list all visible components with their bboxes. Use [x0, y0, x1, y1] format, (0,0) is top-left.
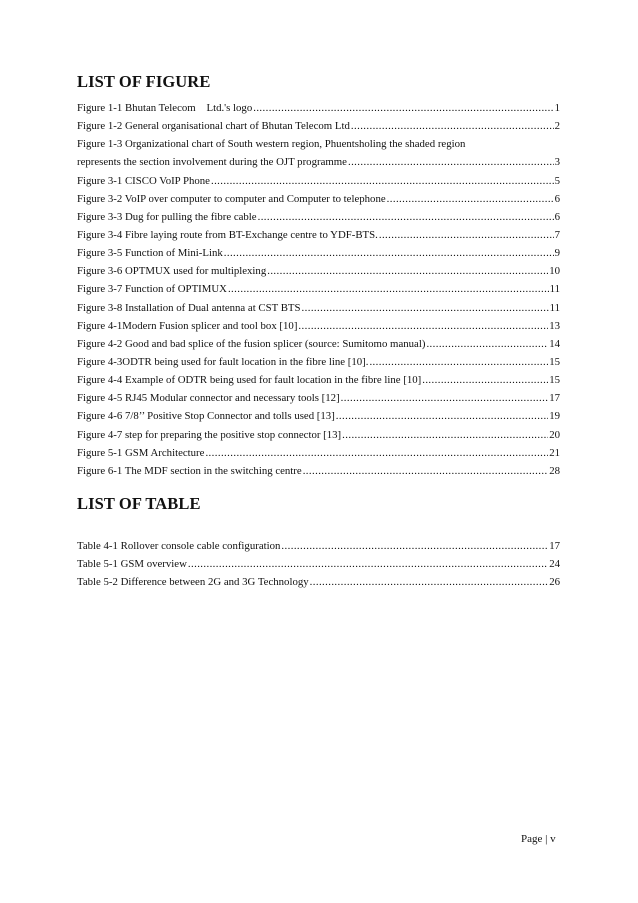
figure-entry-page: 10 — [549, 265, 560, 278]
table-entry[interactable] — [77, 555, 560, 573]
figure-entry[interactable] — [77, 135, 560, 171]
figure-entry-title-line1: Figure 1-3 Organizational chart of South western region, Phuentsholing the shaded region — [77, 138, 466, 151]
figure-entry-page: 9 — [554, 247, 560, 260]
figure-entry-page: 11 — [549, 283, 560, 296]
figure-entry-page: 13 — [549, 319, 560, 332]
figure-entry-title-line2: represents the section involvement during the OJT programme — [77, 156, 347, 169]
dot-leader — [422, 371, 548, 389]
figure-entry-title: Figure 4-4 Example of ODTR being used for fault location in the fibre line [10] — [77, 374, 422, 387]
figure-entry-page: 15 — [549, 374, 560, 387]
table-list — [77, 537, 560, 591]
figure-entry[interactable] — [77, 226, 560, 244]
figure-entry-title: Figure 5-1 GSM Architecture — [77, 446, 205, 459]
figure-entry[interactable] — [77, 99, 560, 117]
dot-leader — [379, 226, 554, 244]
list-of-figure-heading: LIST OF FIGURE — [77, 72, 211, 91]
figure-entry[interactable] — [77, 190, 560, 208]
figure-entry[interactable] — [77, 244, 560, 262]
figure-entry-title: Figure 1-1 Bhutan Telecom Ltd.'s logo — [77, 102, 253, 114]
dot-leader — [211, 172, 554, 190]
table-entry-title: Table 5-1 GSM overview — [77, 558, 187, 571]
figure-entry[interactable] — [77, 117, 560, 135]
figure-entry[interactable] — [77, 444, 560, 462]
dot-leader — [281, 537, 548, 555]
figure-entry-title: Figure 1-2 General organisational chart of Bhutan Telecom Ltd — [77, 120, 350, 133]
table-entry-page: 17 — [549, 540, 560, 552]
figure-entry-page: 20 — [549, 428, 560, 441]
dot-leader — [426, 335, 548, 353]
figure-entry[interactable] — [77, 353, 560, 371]
dot-leader — [351, 117, 554, 135]
figure-entry-page: 15 — [549, 355, 560, 368]
figure-entry-page: 21 — [549, 446, 560, 459]
figure-entry-page: 14 — [549, 337, 560, 350]
figure-entry[interactable] — [77, 371, 560, 389]
dot-leader — [369, 353, 548, 371]
figure-entry-page: 3 — [554, 156, 560, 169]
dot-leader — [228, 280, 549, 298]
figure-entry-title: Figure 3-3 Dug for pulling the fibre cable — [77, 210, 257, 223]
table-entry-page: 24 — [549, 558, 560, 571]
dot-leader — [224, 244, 554, 262]
figure-entry-page: 19 — [549, 410, 560, 423]
dot-leader — [258, 208, 554, 226]
figure-entry[interactable] — [77, 317, 560, 335]
figure-entry-title: Figure 4-5 RJ45 Modular connector and necessary tools [12] — [77, 392, 340, 405]
figure-entry-page: 5 — [554, 174, 560, 187]
dot-leader — [298, 317, 548, 335]
dot-leader — [303, 462, 549, 480]
figure-entry-page: 6 — [554, 210, 560, 223]
figure-entry-title: Figure 4-1Modern Fusion splicer and tool box [10] — [77, 319, 298, 332]
figure-entry-title: Figure 3-5 Function of Mini-Link — [77, 247, 223, 260]
table-entry-page: 26 — [549, 576, 560, 589]
figure-entry-title: Figure 4-3ODTR being used for fault location in the fibre line [10]. — [77, 355, 369, 368]
figure-entry-page: 17 — [549, 392, 560, 405]
dot-leader — [341, 389, 549, 407]
figure-entry-title: Figure 3-4 Fibre laying route from BT-Exchange centre to YDF-BTS. — [77, 228, 378, 241]
table-entry-title: Table 4-1 Rollover console cable configuration — [77, 540, 281, 552]
figure-entry-title: Figure 4-6 7/8’’ Positive Stop Connector and tolls used [13] — [77, 410, 335, 423]
dot-leader — [348, 153, 554, 171]
figure-entry-title: Figure 4-2 Good and bad splice of the fusion splicer (source: Sumitomo manual) — [77, 337, 426, 350]
figure-entry-title: Figure 6-1 The MDF section in the switching centre — [77, 464, 302, 477]
figure-entry-title: Figure 3-6 OPTMUX used for multiplexing — [77, 265, 267, 278]
dot-leader — [310, 573, 549, 591]
dot-leader — [188, 555, 548, 573]
table-entry-title: Table 5-2 Difference between 2G and 3G Technology — [77, 576, 309, 589]
figure-entry-title: Figure 4-7 step for preparing the positive stop connector [13] — [77, 428, 342, 441]
table-entry[interactable] — [77, 537, 560, 555]
figure-entry[interactable] — [77, 407, 560, 425]
dot-leader — [253, 99, 553, 117]
figure-entry-title: Figure 3-2 VoIP over computer to computer and Computer to telephone — [77, 192, 386, 205]
dot-leader — [342, 426, 548, 444]
dot-leader — [336, 407, 548, 425]
figure-entry[interactable] — [77, 389, 560, 407]
figure-entry[interactable] — [77, 262, 560, 280]
list-of-table-heading: LIST OF TABLE — [77, 494, 201, 513]
figure-entry[interactable] — [77, 280, 560, 298]
figure-entry-title: Figure 3-8 Installation of Dual antenna at CST BTS — [77, 301, 301, 314]
figure-entry[interactable] — [77, 208, 560, 226]
figure-entry[interactable] — [77, 335, 560, 353]
figure-entry[interactable] — [77, 299, 560, 317]
figure-entry[interactable] — [77, 462, 560, 480]
figure-entry-page: 2 — [554, 120, 560, 133]
figure-entry-page: 1 — [554, 102, 560, 114]
dot-leader — [387, 190, 554, 208]
figure-entry-page: 7 — [554, 228, 560, 241]
figure-entry-page: 11 — [549, 301, 560, 314]
table-entry[interactable] — [77, 573, 560, 591]
dot-leader — [267, 262, 548, 280]
figure-list — [77, 99, 560, 480]
figure-entry-title: Figure 3-7 Function of OPTIMUX — [77, 283, 227, 296]
figure-entry-page: 6 — [554, 192, 560, 205]
page-number-footer: Page | v — [521, 833, 556, 845]
dot-leader — [302, 299, 549, 317]
figure-entry-title: Figure 3-1 CISCO VoIP Phone — [77, 174, 210, 187]
dot-leader — [205, 444, 548, 462]
figure-entry-page: 28 — [549, 464, 560, 477]
figure-entry[interactable] — [77, 172, 560, 190]
figure-entry[interactable] — [77, 426, 560, 444]
